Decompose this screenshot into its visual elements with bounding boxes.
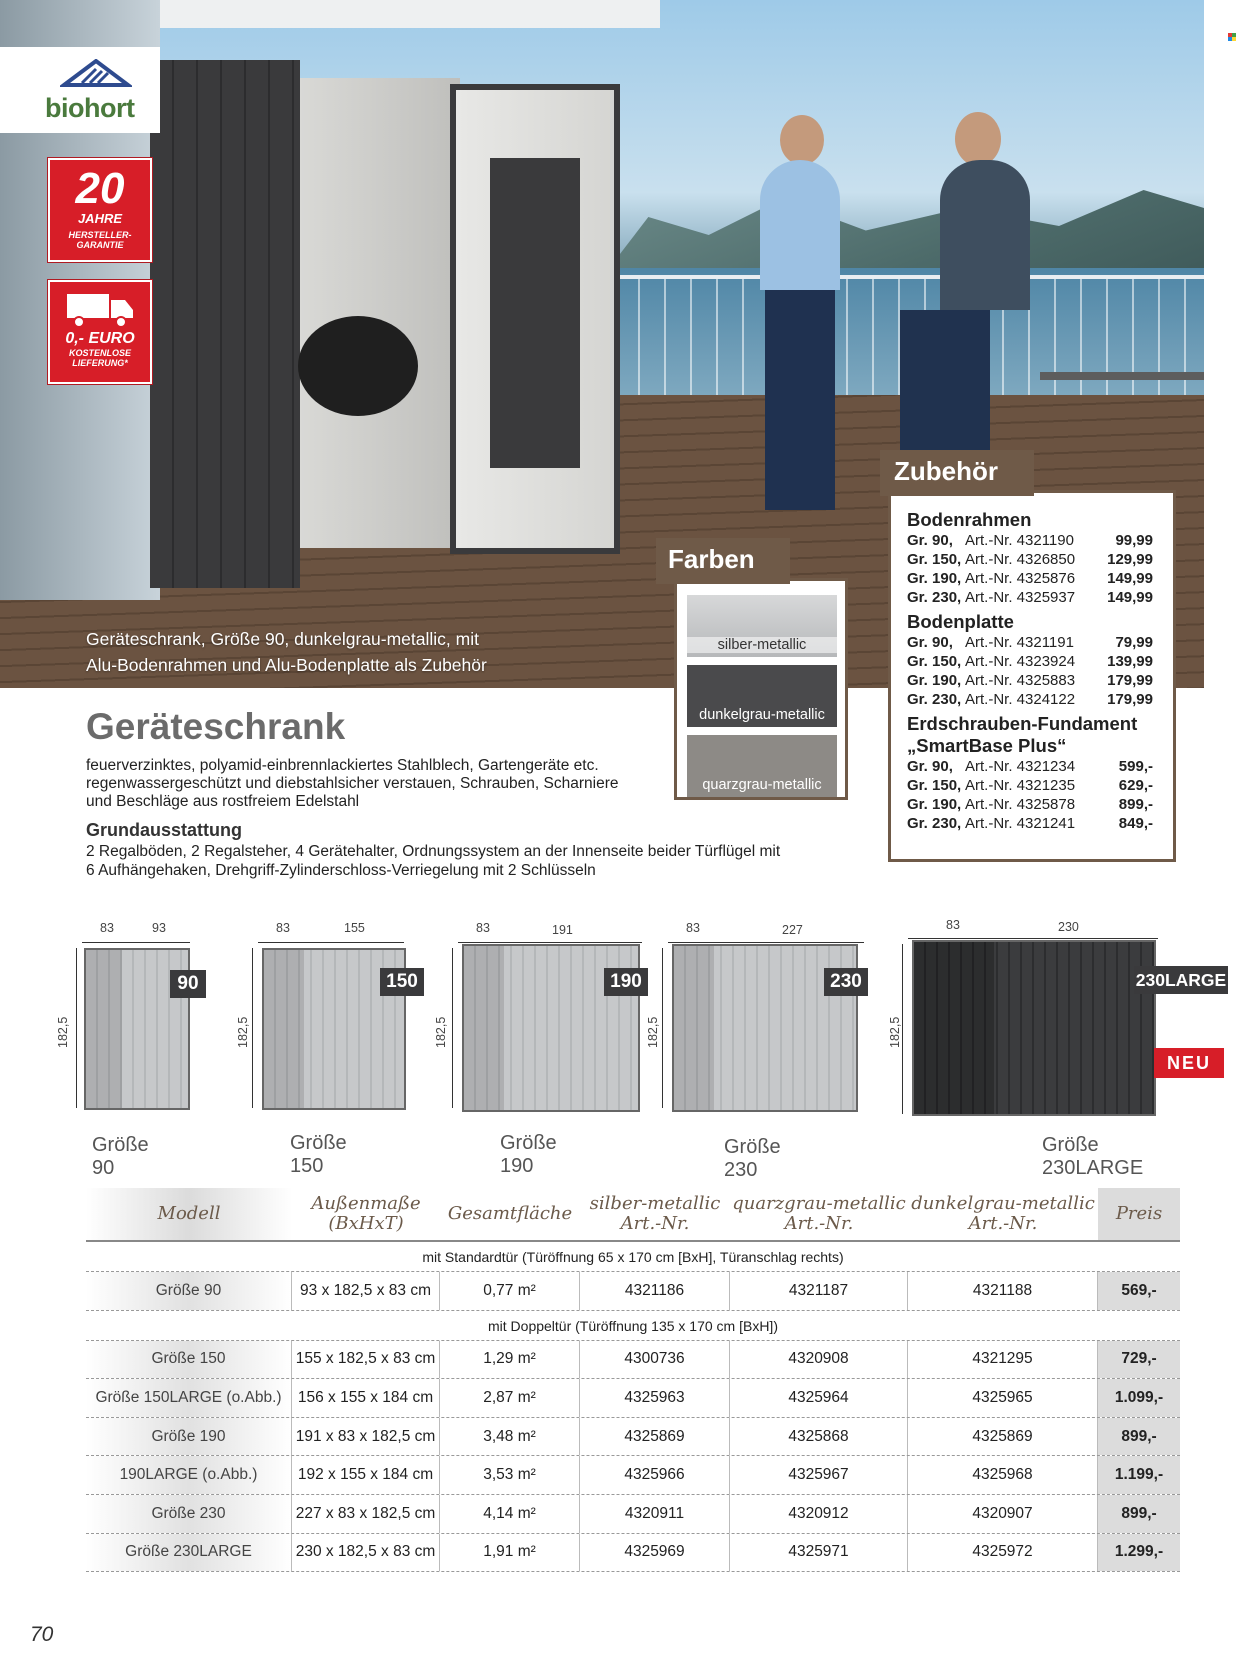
shed-illustration [150,48,620,588]
accessory-row: Gr. 90, Art.-Nr. 4321190 99,99 [907,532,1153,549]
product-description: feuerverzinktes, polyamid-einbrennlackiertes Stahlblech, Gartengeräte etc. regenwassergeschützt und diebstahlsicher verstauen, Schrauben, Scharniere und Beschläge aus rostfreiem Edelstahl [86,757,619,810]
brand-name: biohort [45,93,135,123]
size-label: Größe 90 [92,1134,149,1179]
table-row: Größe 150 155 x 182,5 x 83 cm 1,29 m² 4300736 4320908 4321295 729,- [86,1341,1180,1380]
new-badge: NEU [1154,1048,1224,1078]
table-row: Größe 150LARGE (o.Abb.) 156 x 155 x 184 cm 2,87 m² 4325963 4325964 4325965 1.099,- [86,1379,1180,1418]
size-tag: 90 [170,970,206,998]
page-number: 70 [30,1623,54,1646]
accessory-section-title: Erdschrauben-Fundament [907,713,1138,734]
size-label: Größe 230 [724,1136,781,1181]
accessory-section-subtitle: „SmartBase Plus“ [907,735,1067,756]
equipment-text: 2 Regalböden, 2 Regalsteher, 4 Gerätehalter, Ordnungssystem an der Innenseite beider Türflügel mit 6 Aufhängehaken, Drehgriff-Zylinderschloss-Verriegelung mit 2 Schlüsseln [86,843,781,879]
tool-rack [490,158,580,468]
size-label: Größe 230LARGE [1042,1134,1144,1179]
accessory-row: Gr. 150, Art.-Nr. 4321235 629,- [907,777,1153,794]
patio-table [1040,372,1204,380]
accessory-row: Gr. 90, Art.-Nr. 4321191 79,99 [907,634,1153,651]
table-group-header: mit Doppeltür (Türöffnung 135 x 170 cm [BxH]) [86,1311,1180,1341]
person-2 [940,160,1030,310]
accessory-row: Gr. 190, Art.-Nr. 4325883 179,99 [907,672,1153,689]
person-1-head [780,115,824,165]
table-row: Größe 230LARGE 230 x 182,5 x 83 cm 1,91 m² 4325969 4325971 4325972 1.299,- [86,1534,1180,1573]
size-label: Größe 190 [500,1132,557,1177]
table-header: Modell Außenmaße (BxHxT) Gesamtfläche silber-metallic Art.-Nr. quarzgrau-metallic Art.-Nr. dunkelgrau-metallic Art.-Nr. Preis [86,1188,1180,1242]
accessory-row: Gr. 150, Art.-Nr. 4323924 139,99 [907,653,1153,670]
size-tag: 230LARGE [1134,966,1228,994]
size-tag: 190 [604,968,648,996]
accessory-row: Gr. 190, Art.-Nr. 4325876 149,99 [907,570,1153,587]
corner-logo-icon [1228,33,1236,41]
table-row: 190LARGE (o.Abb.) 192 x 155 x 184 cm 3,53 m² 4325966 4325967 4325968 1.199,- [86,1456,1180,1495]
brand-logo [0,47,160,133]
accessory-row: Gr. 150, Art.-Nr. 4326850 129,99 [907,551,1153,568]
swatch-quartzgrey: quarzgrau-metallic [687,735,837,797]
colors-heading: Farben [656,538,790,584]
accessory-row: Gr. 90, Art.-Nr. 4321234 599,- [907,758,1153,775]
accessory-section-title: Bodenplatte [907,611,1014,632]
price-table [86,1188,1180,1572]
product-title: Geräteschrank [86,706,346,747]
roof-slab [160,0,660,28]
mountains [600,190,1204,280]
roof-logo-icon [60,59,132,87]
size-label: Größe 150 [290,1132,347,1177]
accessory-section-title: Bodenrahmen [907,509,1032,530]
size-tag: 150 [380,968,424,996]
person-2-head [955,112,1001,166]
truck-icon [65,292,135,328]
accessory-row: Gr. 230, Art.-Nr. 4321241 849,- [907,815,1153,832]
hero-caption: Geräteschrank, Größe 90, dunkelgrau-metallic, mit Alu-Bodenrahmen und Alu-Bodenplatte als Zubehör [86,629,487,675]
warranty-badge: 20 JAHRE HERSTELLER- GARANTIE [48,158,152,262]
swatch-silver: silber-metallic [687,595,837,657]
table-group-header: mit Standardtür (Türöffnung 65 x 170 cm [BxH], Türanschlag rechts) [86,1242,1180,1272]
person-1 [760,160,840,290]
swatch-darkgrey: dunkelgrau-metallic [687,665,837,727]
table-row: Größe 90 93 x 182,5 x 83 cm 0,77 m² 4321186 4321187 4321188 569,- [86,1272,1180,1311]
table-row: Größe 190 191 x 83 x 182,5 cm 3,48 m² 4325869 4325868 4325869 899,- [86,1418,1180,1457]
accessories-heading: Zubehör [880,450,1034,496]
table-row: Größe 230 227 x 83 x 182,5 cm 4,14 m² 4320911 4320912 4320907 899,- [86,1495,1180,1534]
accessory-row: Gr. 230, Art.-Nr. 4324122 179,99 [907,691,1153,708]
cabinet-drawing-dark [912,940,1156,1116]
accessories-box [888,490,1176,862]
free-delivery-badge: 0,- EURO KOSTENLOSE LIEFERUNG* [48,280,152,384]
grill [298,316,418,416]
size-tag: 230 [824,968,868,996]
equipment-heading: Grundausstattung [86,820,242,840]
accessory-row: Gr. 230, Art.-Nr. 4325937 149,99 [907,589,1153,606]
accessory-row: Gr. 190, Art.-Nr. 4325878 899,- [907,796,1153,813]
